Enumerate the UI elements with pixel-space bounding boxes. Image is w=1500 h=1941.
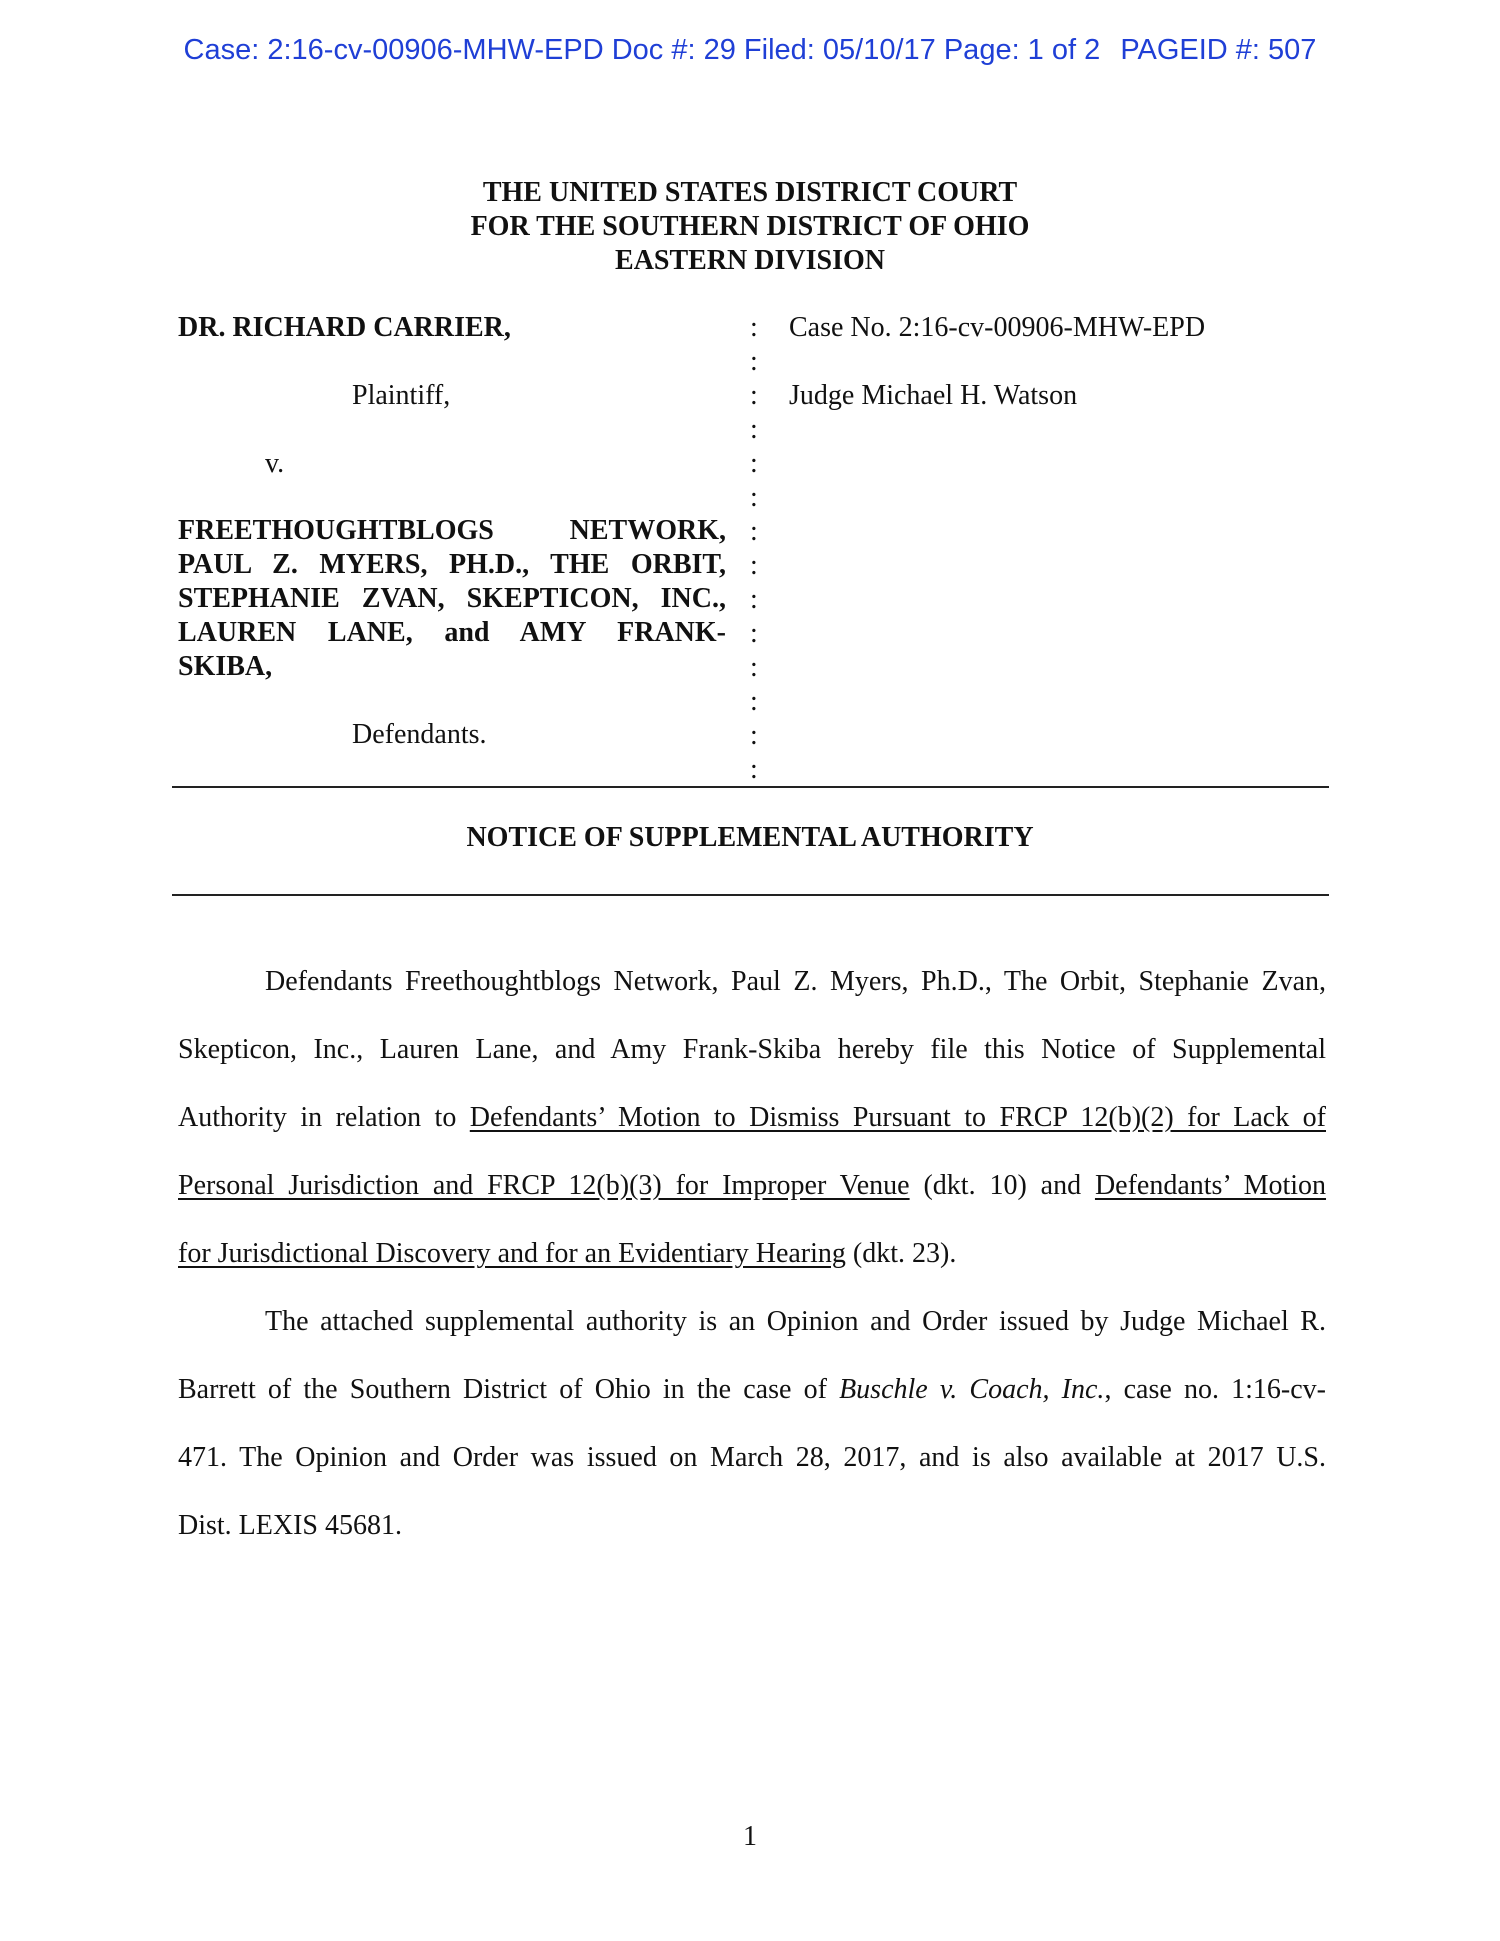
court-line-1: THE UNITED STATES DISTRICT COURT [482,177,1018,208]
text-run: , case no. 1:16-cv- [1104,1374,1326,1405]
paragraph-line: Skepticon, Inc., Lauren Lane, and Amy Frank-Skiba hereby file this Notice of Supplemental [178,1034,1326,1065]
court-line-2: FOR THE SOUTHERN DISTRICT OF OHIO [470,211,1030,242]
caption-colon-divider [750,311,766,787]
ecf-header-stamp [0,34,1500,67]
text-run: The attached supplemental authority is an Opinion and Order issued by Judge Michael R. [265,1306,1326,1337]
colon: : [750,550,758,581]
versus-label: v. [265,448,285,479]
stamp-pageid: PAGEID #: 507 [1120,34,1317,66]
paragraph-line [178,948,1326,1016]
defendants-line: SKIBA, [178,651,273,682]
motion-for-discovery-title-cont: for Jurisdictional Discovery and for an Evidentiary Hearing [178,1238,846,1269]
page-number: 1 [743,1821,757,1852]
defendants-label: Defendants. [352,719,487,750]
court-heading [0,176,1500,278]
plaintiff-name: DR. RICHARD CARRIER, [178,312,511,343]
case-number: Case No. 2:16-cv-00906-MHW-EPD [789,312,1206,343]
colon: : [750,482,758,513]
colon: : [750,754,758,785]
stamp-filed: Filed: 05/10/17 [743,34,936,66]
defendants-line: LAUREN LANE, and AMY FRANK- [178,617,726,648]
defendants-line: FREETHOUGHTBLOGS NETWORK, [178,515,726,546]
case-citation-name: Buschle v. Coach, Inc. [839,1374,1105,1405]
document-title: NOTICE OF SUPPLEMENTAL AUTHORITY [466,822,1034,853]
text-run: Barrett of the Southern District of Ohio in the case of [178,1374,827,1405]
colon: : [750,584,758,615]
stamp-doc: Doc #: 29 [611,34,736,66]
colon: : [750,312,758,343]
paragraph-line [178,1356,1326,1424]
defendants-line: PAUL Z. MYERS, PH.D., THE ORBIT, [178,549,726,580]
colon: : [750,618,758,649]
defendants-line: STEPHANIE ZVAN, SKEPTICON, INC., [178,583,726,614]
bottom-rule [172,894,1329,896]
stamp-page: Page: 1 of 2 [943,34,1101,66]
paragraph-line [178,1084,1326,1152]
paragraph-line [178,1220,1326,1288]
colon: : [750,686,758,717]
text-run: (dkt. 23). [852,1238,957,1269]
motion-for-discovery-title: Defendants’ Motion [1094,1170,1327,1201]
text-run: Authority in relation to [178,1102,457,1133]
paragraph-line [178,1152,1326,1220]
motion-to-dismiss-title: Defendants’ Motion to Dismiss Pursuant to FRCP 12(b)(2) for Lack of [469,1102,1326,1133]
colon: : [750,346,758,377]
colon: : [750,652,758,683]
paragraph-line: 471. The Opinion and Order was issued on March 28, 2017, and is also available at 2017 U.S. [178,1442,1326,1473]
colon: : [750,414,758,445]
paragraph-line: Dist. LEXIS 45681. [178,1510,402,1541]
paragraph-line [178,1288,1326,1356]
colon: : [750,720,758,751]
defendants-names [178,514,726,684]
colon: : [750,380,758,411]
judge-name: Judge Michael H. Watson [789,380,1078,411]
paragraph-2 [178,1288,1326,1560]
plaintiff-label: Plaintiff, [352,380,451,411]
text-run: (dkt. 10) and [923,1170,1082,1201]
paragraph-1 [178,948,1326,1288]
colon: : [750,516,758,547]
colon: : [750,448,758,479]
text-run: Defendants Freethoughtblogs Network, Paul Z. Myers, Ph.D., The Orbit, Stephanie Zvan, [265,966,1326,997]
top-rule [172,786,1329,788]
court-line-3: EASTERN DIVISION [615,245,885,276]
motion-to-dismiss-title-cont: Personal Jurisdiction and FRCP 12(b)(3) for Improper Venue [178,1170,910,1201]
stamp-case: Case: 2:16-cv-00906-MHW-EPD [183,34,604,66]
